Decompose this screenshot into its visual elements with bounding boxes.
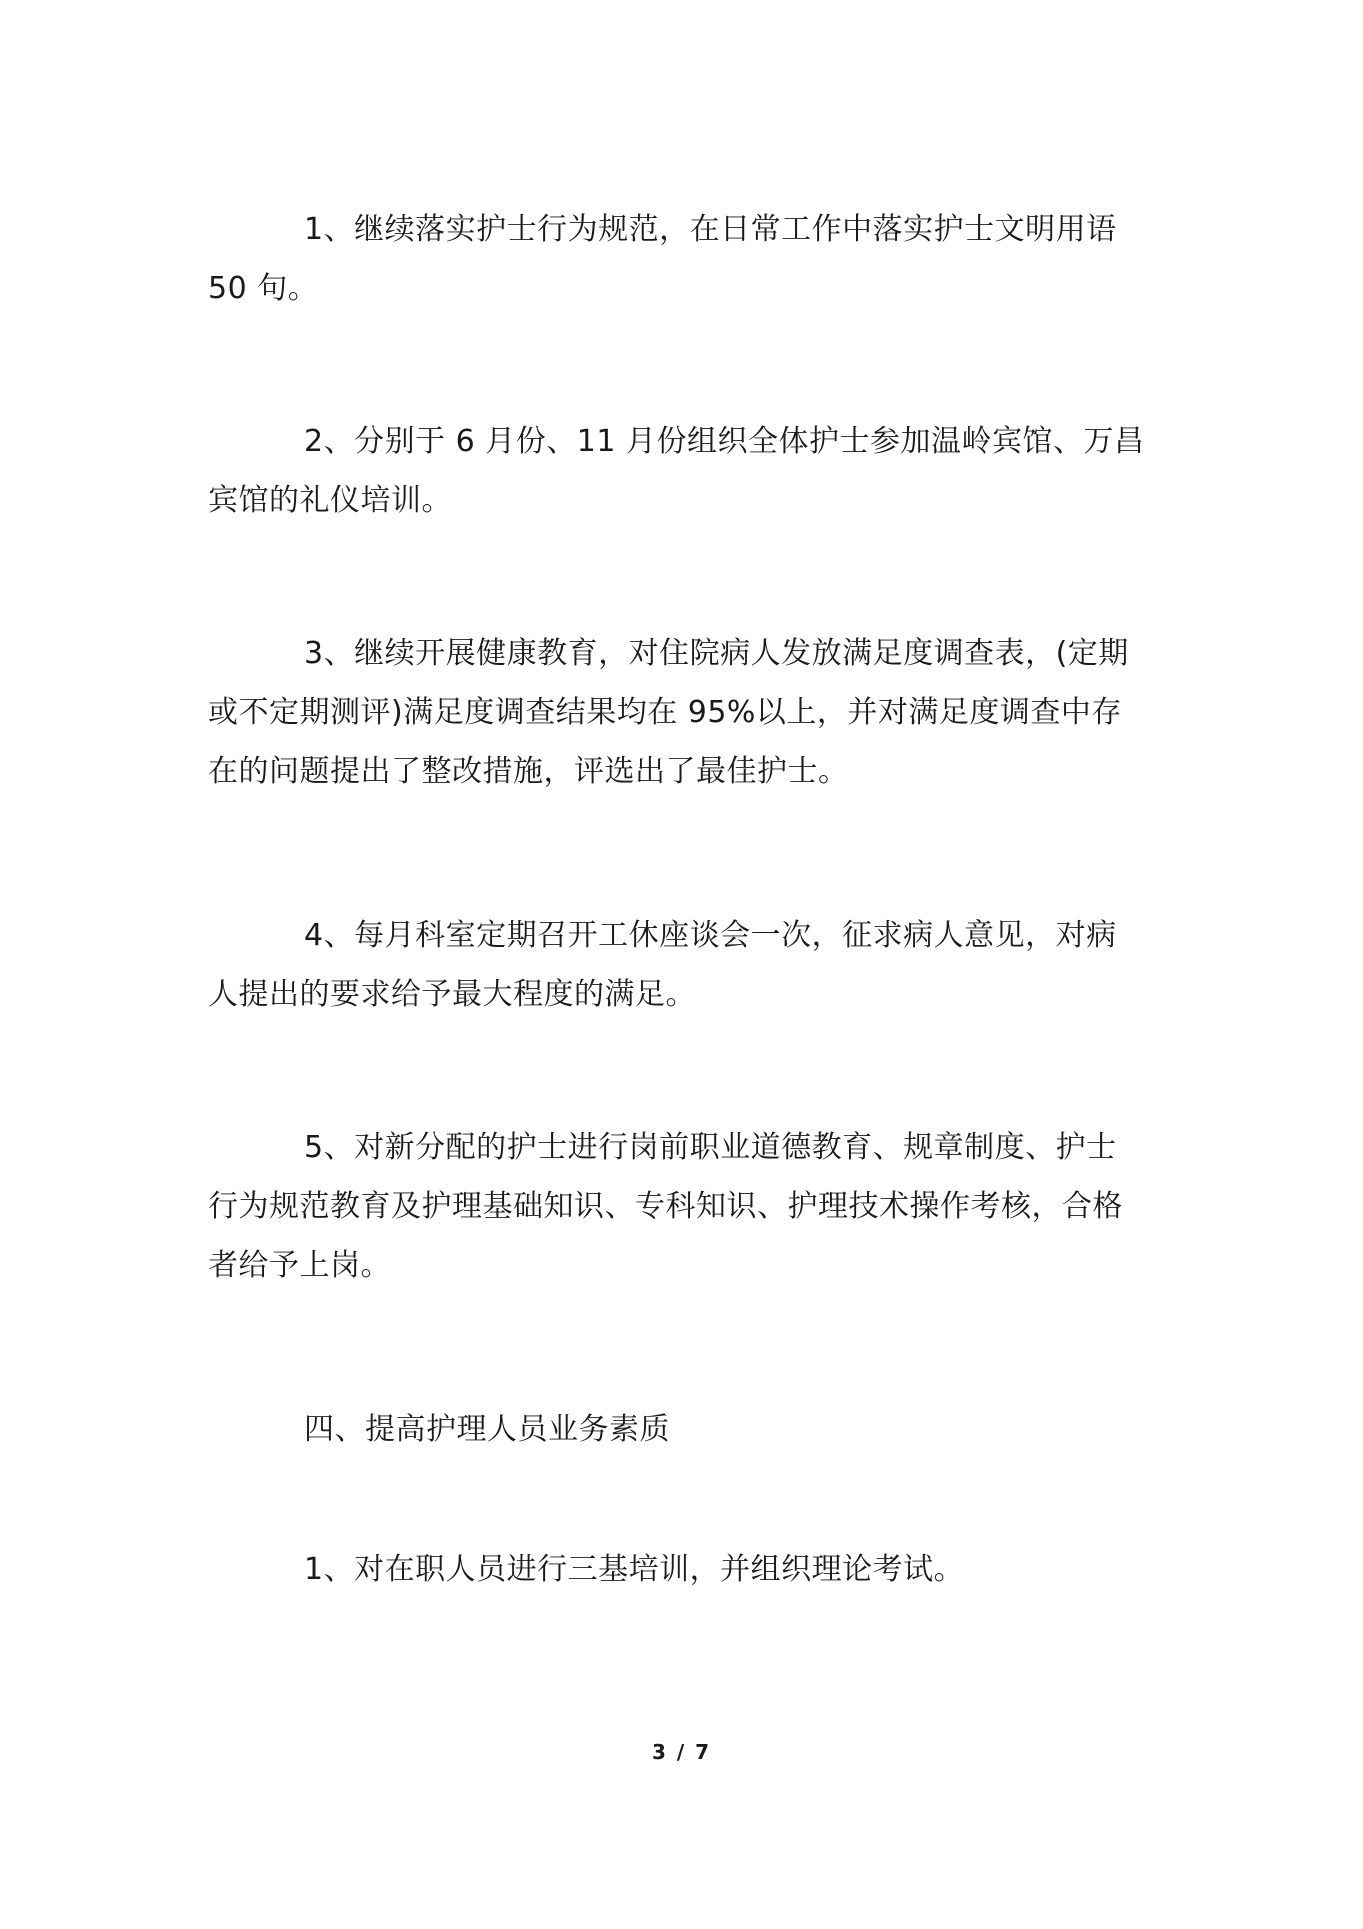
paragraph-line: 5、对新分配的护士进行岗前职业道德教育、规章制度、护士 (304, 1130, 1117, 1165)
paragraph-line: 者给予上岗。 (208, 1248, 391, 1283)
paragraph-line: 2、分别于 6 月份、11 月份组织全体护士参加温岭宾馆、万昌 (304, 424, 1145, 459)
paragraph-1 (208, 200, 1178, 318)
paragraph-3 (208, 624, 1178, 801)
paragraph-line: 行为规范教育及护理基础知识、专科知识、护理技术操作考核，合格 (208, 1189, 1123, 1224)
paragraph-line: 50 句。 (208, 271, 319, 306)
paragraph-line: 1、继续落实护士行为规范，在日常工作中落实护士文明用语 (304, 212, 1117, 247)
page-number: 3 / 7 (651, 1740, 712, 1764)
paragraph-line: 宾馆的礼仪培训。 (208, 483, 452, 518)
section-heading-text: 四、提高护理人员业务素质 (304, 1412, 670, 1447)
paragraph-line: 在的问题提出了整改措施，评选出了最佳护士。 (208, 754, 849, 789)
paragraph-line: 4、每月科室定期召开工休座谈会一次，征求病人意见，对病 (304, 918, 1117, 953)
paragraph-line: 或不定期测评)满足度调查结果均在 95%以上，并对满足度调查中存 (208, 695, 1122, 730)
paragraph-line: 3、继续开展健康教育，对住院病人发放满足度调查表，(定期 (304, 636, 1129, 671)
paragraph-6 (208, 1540, 1178, 1599)
paragraph-4 (208, 906, 1178, 1024)
paragraph-2 (208, 412, 1178, 530)
paragraph-5 (208, 1118, 1178, 1295)
paragraph-line: 1、对在职人员进行三基培训，并组织理论考试。 (304, 1552, 965, 1587)
paragraph-line: 人提出的要求给予最大程度的满足。 (208, 977, 696, 1012)
section-heading (208, 1400, 1178, 1459)
